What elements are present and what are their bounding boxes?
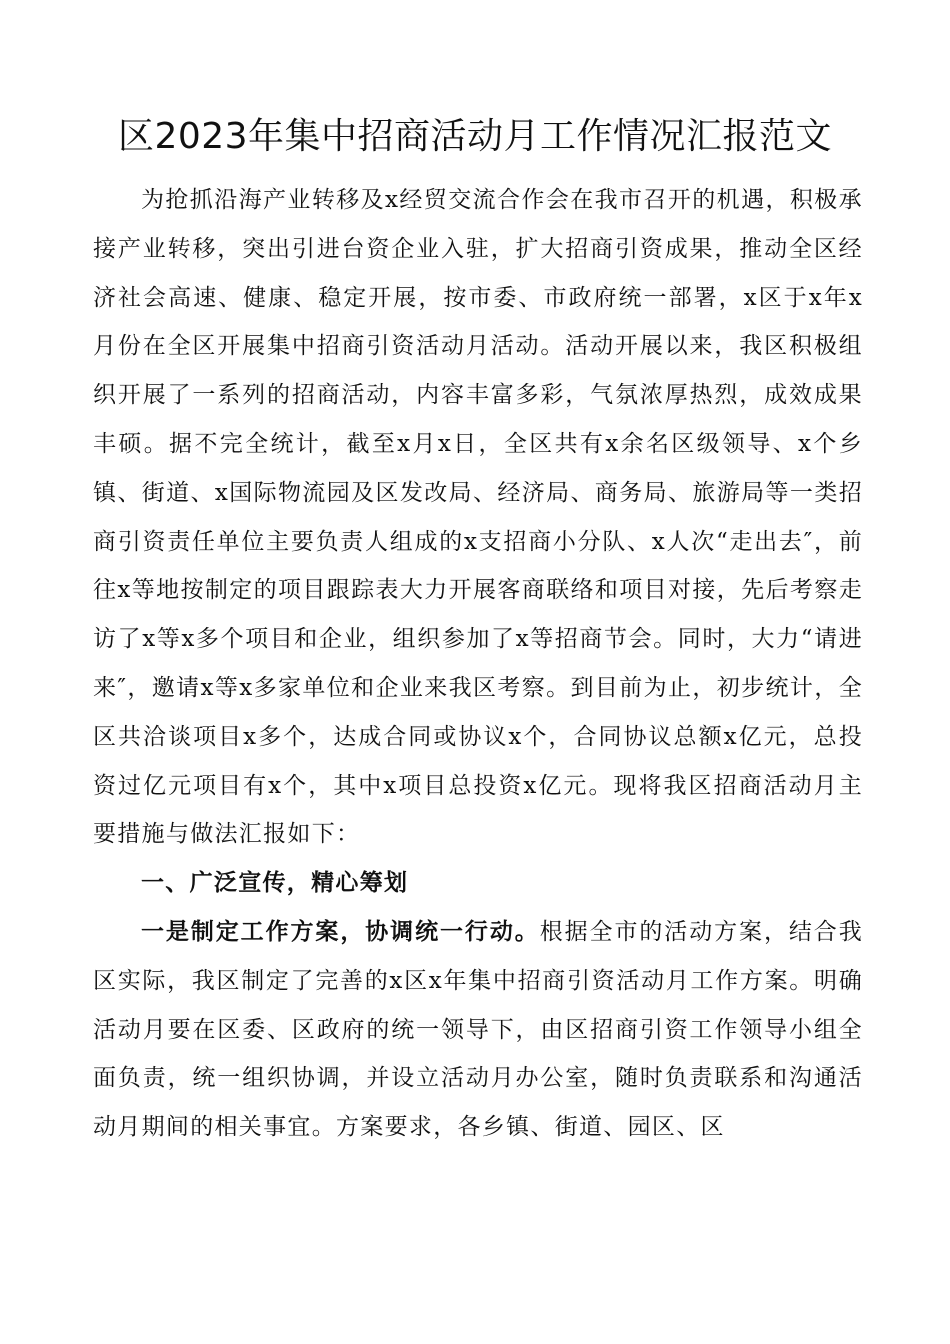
section-paragraph xyxy=(93,908,863,1152)
paragraph-lead: 一是制定工作方案，协调统一行动。 xyxy=(141,918,540,945)
document-title: 区2023年集中招商活动月工作情况汇报范文 xyxy=(117,116,833,157)
intro-paragraph: 为抢抓沿海产业转移及x经贸交流合作会在我市召开的机遇，积极承接产业转移，突出引进台资企业入驻，扩大招商引资成果，推动全区经济社会高速、健康、稳定开展，按市委、市政府统一部署，x区于x年x月份在全区开展集中招商引资活动月活动。活动开展以来，我区积极组织开展了一系列的招商活动，内容丰富多彩，气氛浓厚热烈，成效成果丰硕。据不完全统计，截至x月x日，全区共有x余名区级领导、x个乡镇、街道、x国际物流园及区发改局、经济局、商务局、旅游局等一类招商引资责任单位主要负责人组成的x支招商小分队、x人次“走出去″，前往x等地按制定的项目跟踪表大力开展客商联络和项目对接，先后考察走访了x等x多个项目和企业，组织参加了x等招商节会。同时，大力“请进来″，邀请x等x多家单位和企业来我区考察。到目前为止，初步统计，全区共洽谈项目x多个，达成合同或协议x个，合同协议总额x亿元，总投资过亿元项目有x个，其中x项目总投资x亿元。现将我区招商活动月主要措施与做法汇报如下： xyxy=(93,187,863,848)
paragraph-body: 根据全市的活动方案，结合我区实际，我区制定了完善的x区x年集中招商引资活动月工作方案。明确活动月要在区委、区政府的统一领导下，由区招商引资工作领导小组全面负责，统一组织协调，并设立活动月办公室，随时负责联系和沟通活动月期间的相关事宜。方案要求，各乡镇、街道、园区、区 xyxy=(93,918,863,1141)
document-body xyxy=(93,176,863,1152)
section-heading: 一、广泛宣传，精心筹划 xyxy=(141,870,409,897)
